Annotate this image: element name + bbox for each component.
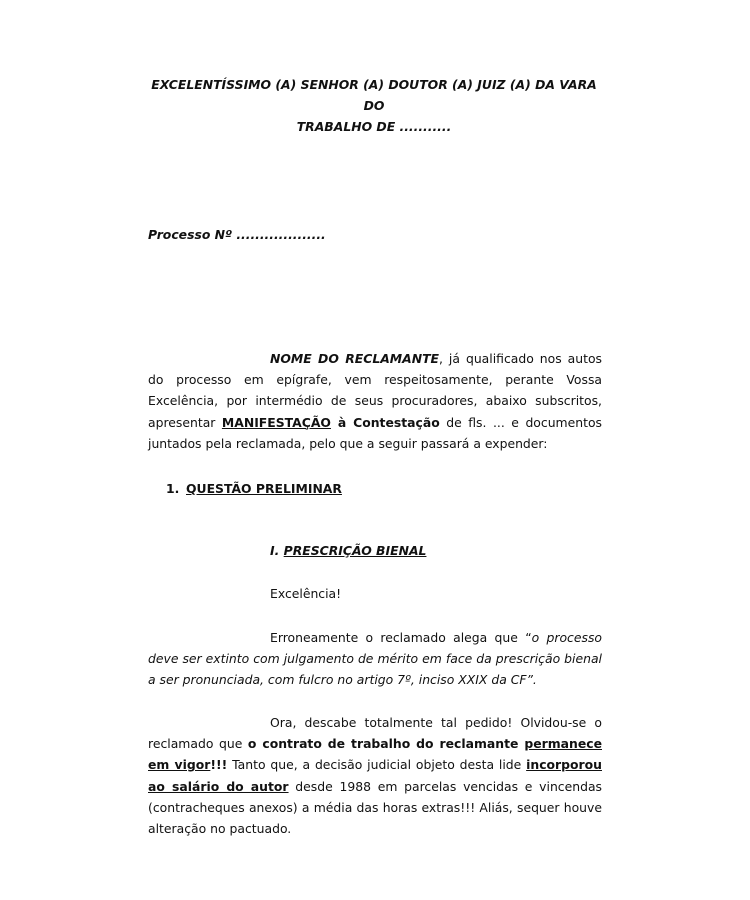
heading-line-2: TRABALHO DE ........... bbox=[296, 119, 452, 134]
ora-bold-underline-2: incorporou ao salário do autor bbox=[148, 757, 602, 794]
contestacao-term: à Contestação bbox=[330, 414, 440, 430]
intro-paragraph bbox=[148, 348, 602, 454]
ora-text-3: desde 1988 em parcelas vencidas e vincendas (contracheques anexos) a média das horas extras!!! Aliás, sequer houve alteração no pactuado. bbox=[148, 778, 603, 837]
heading-line-1: EXCELENTÍSSIMO (A) SENHOR (A) DOUTOR (A) JUIZ (A) DA VARA DO bbox=[151, 77, 597, 113]
ora-bold-2: !!! bbox=[210, 757, 228, 773]
paragraph-ora bbox=[148, 712, 602, 839]
manifestacao-term: MANIFESTAÇÃO bbox=[221, 414, 331, 430]
ora-bold-1: o contrato de trabalho do reclamante bbox=[247, 736, 525, 752]
intro-text-1: , já qualificado nos autos do processo em epígrafe, vem respeitosamente, perante Vossa Excelência, por intermédio de seus procuradores, abaixo subscritos, apresentar bbox=[148, 351, 602, 430]
ora-text-1: Ora, descabe totalmente tal pedido! Olvidou-se o reclamado que bbox=[148, 715, 602, 752]
section-number: 1. bbox=[166, 481, 180, 496]
erroneamente-quote: o processo deve ser extinto com julgamento de mérito em face da prescrição bienal a ser pronunciada, com fulcro no artigo 7º, inciso XXIX da CF”. bbox=[148, 630, 602, 688]
ora-text-2: Tanto que, a decisão judicial objeto desta lide bbox=[227, 757, 527, 773]
claimant-name: NOME DO RECLAMANTE bbox=[270, 351, 440, 366]
greeting: Excelência! bbox=[270, 586, 342, 601]
section-title: QUESTÃO PRELIMINAR bbox=[186, 481, 342, 496]
intro-text-2: de fls. ... e documentos juntados pela reclamada, pelo que a seguir passará a expender: bbox=[148, 414, 602, 451]
ora-bold-underline-1: permanece em vigor bbox=[148, 736, 602, 773]
paragraph-erroneamente bbox=[148, 627, 602, 691]
subsection-number: I. bbox=[270, 543, 280, 558]
section-heading bbox=[166, 481, 342, 496]
subsection-heading bbox=[270, 543, 426, 558]
process-number: Processo Nº ................... bbox=[148, 227, 326, 242]
erroneamente-text: Erroneamente o reclamado alega que “ bbox=[270, 630, 532, 645]
petition-heading bbox=[148, 74, 600, 137]
subsection-title: PRESCRIÇÃO BIENAL bbox=[283, 543, 427, 558]
